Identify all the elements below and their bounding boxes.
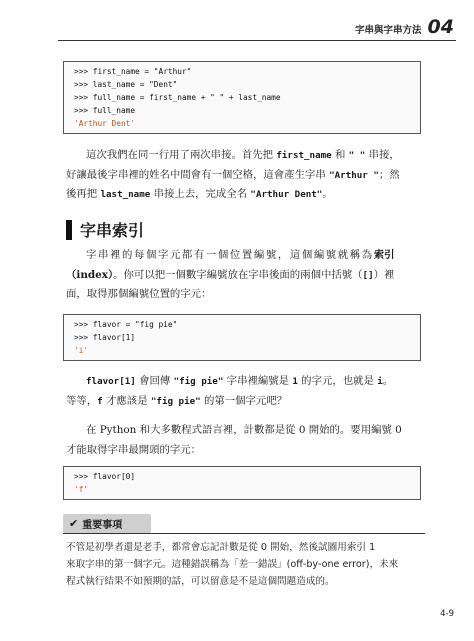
inline-code: 1 (292, 376, 298, 387)
bold-term: 索引 (373, 249, 395, 261)
code-output: 'i' (74, 346, 89, 355)
bold-term: （index） (66, 268, 114, 281)
chapter-title: 字串與字串方法 (355, 25, 422, 36)
inline-code: "Arthur " (329, 169, 379, 181)
page-number: 4-9 (440, 609, 454, 619)
chapter-number: 04 (427, 16, 454, 38)
text: 面，取得那個編號位置的字元： (66, 288, 212, 300)
code-output: 'f' (74, 485, 89, 494)
note-body (66, 539, 426, 590)
code-line: >>> flavor = "fig pie" (74, 320, 178, 329)
code-line: >>> flavor[0] (74, 472, 136, 481)
inline-code: f (97, 395, 103, 407)
code-block-index (63, 314, 421, 361)
page-header (355, 16, 454, 38)
text: 串接， (365, 149, 400, 161)
paragraph-index-result (66, 372, 422, 411)
text: ；然 (378, 168, 400, 181)
check-icon: ✔ (69, 517, 79, 530)
text: 串接上去，完成全名 (150, 188, 251, 200)
code-output: 'Arthur Dent' (74, 119, 136, 128)
note-header (63, 514, 151, 533)
header-rule (58, 40, 456, 41)
inline-code: i (377, 376, 383, 387)
inline-code: flavor[1] (86, 376, 136, 387)
text: 在 Python 和大多數程式語言裡，計數都是從 0 開始的。要用編號 0 (86, 424, 402, 436)
section-marker (66, 220, 72, 240)
paragraph-zero-based (66, 421, 422, 460)
code-line: >>> last_name = "Dent" (74, 80, 178, 89)
text: 的第一個字元吧？ (200, 394, 288, 407)
text: 的字元，也就是 (297, 375, 378, 387)
text: 這次我們在同一行用了兩次串接。首先把 (86, 149, 277, 161)
code-block-first-char (63, 466, 421, 500)
text: 不管是初學者還是老手，都常會忘記計數是從 0 開始，然後試圖用索引 1 (66, 542, 376, 553)
text: 字串裡的每個字元都有一個位置編號，這個編號就稱為 (86, 249, 374, 261)
text: 會回傳 (135, 375, 174, 387)
code-block-concatenation (63, 61, 421, 134)
paragraph-concatenation-explanation (66, 146, 422, 205)
text: 和 (331, 149, 349, 161)
inline-code: [] (362, 269, 374, 281)
inline-code: " " (348, 150, 366, 161)
inline-code: last_name (100, 189, 151, 200)
inline-code: "fig pie" (150, 395, 201, 407)
text: 。你可以把一個數字編號放在字串後面的兩個中括號（ (113, 268, 363, 281)
text: 來取字串的第一個字元。這種錯誤稱為「差一錯誤」(off-by-one error)，未來 (66, 559, 399, 570)
code-line: >>> full_name (74, 106, 136, 115)
text: 才應該是 (102, 394, 151, 407)
text: ）裡 (373, 268, 395, 281)
section-heading (66, 218, 144, 241)
text: 等等， (66, 394, 98, 407)
section-title: 字串索引 (80, 221, 145, 240)
note-title: 重要事項 (82, 520, 123, 531)
code-line: >>> flavor[1] (74, 333, 136, 342)
text: 後再把 (66, 188, 101, 200)
inline-code: "fig pie" (173, 376, 224, 387)
paragraph-indexing-intro (66, 246, 422, 305)
text: 好讓最後字串裡的姓名中間會有一個空格，這會產生字串 (66, 168, 330, 181)
text: 。 (322, 188, 333, 200)
text: 字串裡編號是 (223, 375, 293, 387)
inline-code: "Arthur Dent" (250, 189, 323, 200)
text: 程式執行結果不如預期的話，可以留意是不是這個問題造成的。 (66, 576, 335, 587)
text: 才能取得字串最開頭的字元： (66, 443, 202, 456)
inline-code: first_name (276, 150, 332, 161)
text: 。 (382, 375, 394, 387)
note-rule (63, 533, 425, 534)
code-line: >>> full_name = first_name + " " + last_name (74, 93, 281, 102)
code-line: >>> first_name = "Arthur" (74, 67, 192, 76)
